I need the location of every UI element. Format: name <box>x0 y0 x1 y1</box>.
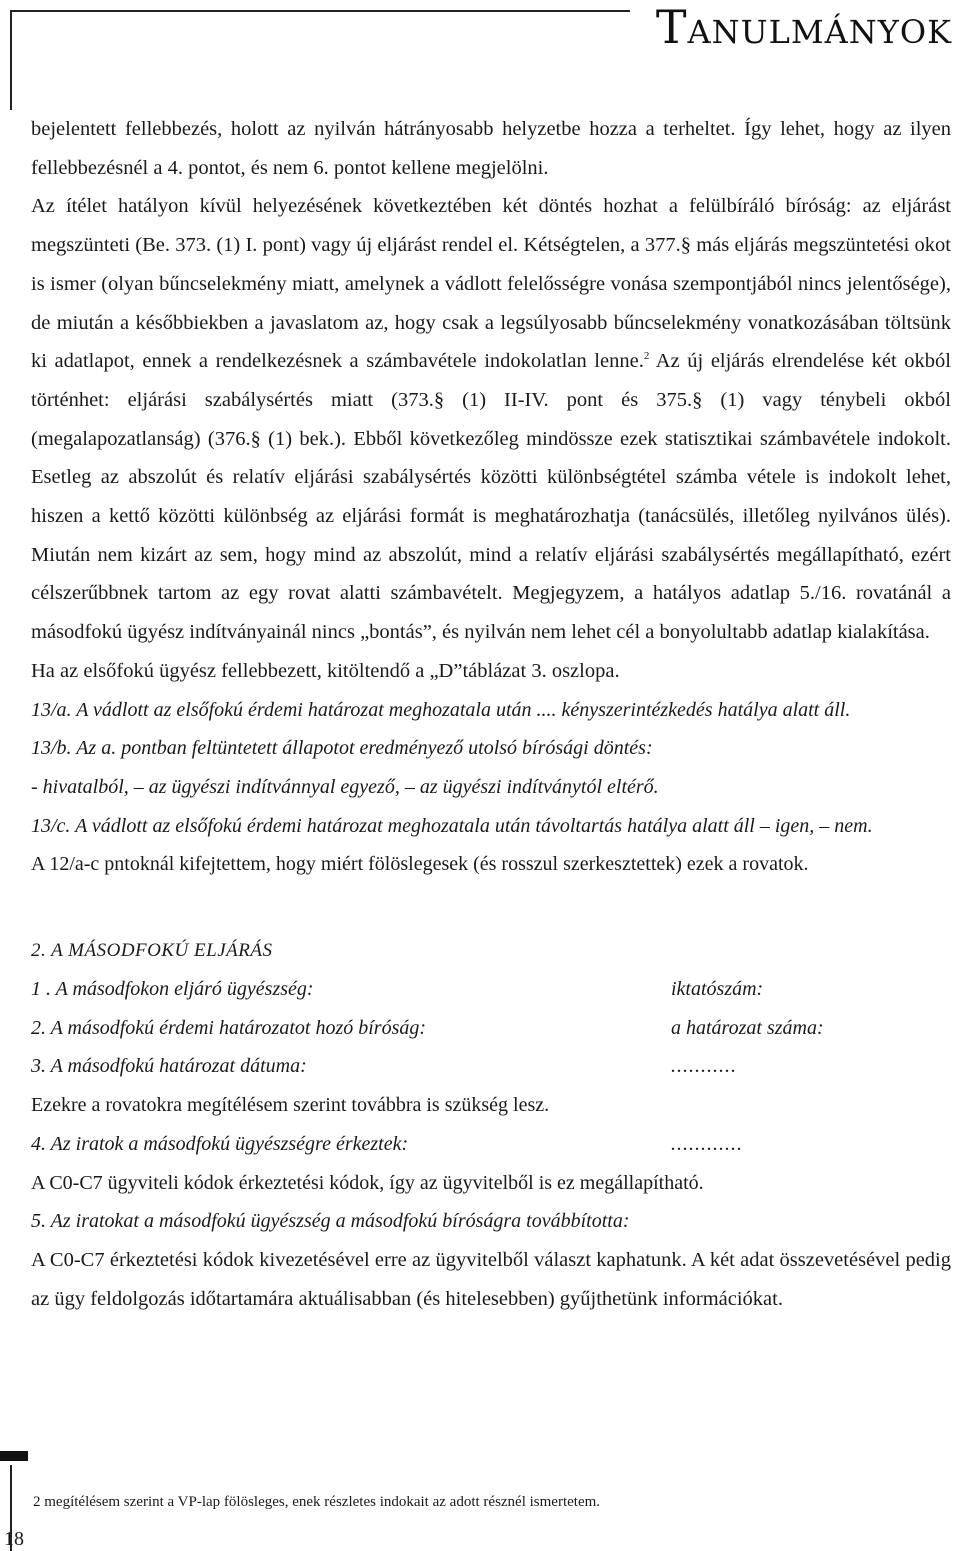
form-row-2 <box>31 1009 951 1048</box>
footnote: 2 megítélésem szerint a VP-lap fölösleges, enek részletes indokait az adott résznél ismertetem. <box>33 1494 601 1510</box>
form-row-3 <box>31 1047 951 1086</box>
paragraph-4: A 12/a-c pntoknál kifejtettem, hogy miért fölöslegesek (és rosszul szerkesztettek) ezek a rovatok. <box>31 853 809 876</box>
form-row-3-label: 3. A másodfokú határozat dátuma: <box>31 1055 307 1078</box>
form-row-5-label: 5. Az iratokat a másodfokú ügyészség a másodfokú bíróságra továbbította: <box>31 1210 630 1233</box>
paragraph-3: Ha az elsőfokú ügyész fellebbezett, kitöltendő a „D”táblázat 3. oszlopa. <box>31 659 620 682</box>
form-row-2-label: 2. A másodfokú érdemi határozatot hozó bíróság: <box>31 1016 427 1039</box>
form-row-4-value: ............ <box>671 1132 743 1155</box>
section-2-note-1: Ezekre a rovatokra megítélésem szerint továbbra is szükség lesz. <box>31 1094 550 1117</box>
item-13b: 13/b. Az a. pontban feltüntetett állapotot eredményező utolsó bírósági döntés: <box>31 737 653 760</box>
paragraph-2-part-b: Az új eljárás elrendelése két okból történhet: eljárási szabálysértés miatt (373.§ (1) II-IV. pont és 375.§ (1) vagy ténybeli okból (megalapozatlanság) (376.§ (1) bek.). Ebből következőleg mindössze ezek statisztikai számbavétele indokolt. Esetleg az abszolút és relatív eljárási szabálysértés közötti különbségtétel számba vétele is indokolt lehet, hiszen a kettő közötti különbség az eljárási formát is meghatározhatja (tanácsülés, illetőleg nyilvános ülés). Miután nem kizárt az sem, hogy mind az abszolút, mind a relatív eljárási szabálysértés megállapítható, ezért célszerűbbnek tartom az egy rovat alatti számbavételt. Megjegyzem, a hatályos adatlap 5./16. rovatánál a másodfokú ügyész indítványainál nincs „bontás”, és nyilván nem lehet cél a bonyolultabb adatlap kialakítása. <box>31 350 952 644</box>
item-13b-options: - hivatalból, – az ügyészi indítvánnyal egyező, – az ügyészi indítványtól eltérő. <box>31 775 659 798</box>
paragraph-2-part-a: Az ítélet hatályon kívül helyezésének következtében két döntés hozhat a felülbíráló bíróság: az eljárást megszünteti (Be. 373. (1) I. pont) vagy új eljárást rendel el. Kétségtelen, a 377.§ más eljárás megszüntetési okot is ismer (olyan bűncselekmény miatt, amelynek a vádlott felelősségre vonása szempontjából nincs jelentősége), de miután a későbbiekben a javaslatom az, hogy csak a legsúlyosabb bűncselekmény vonatkozásában töltsünk ki adatlapot, ennek a rendelkezésnek a számbavétele indokolatlan lenne. <box>31 195 951 373</box>
item-13a: 13/a. A vádlott az elsőfokú érdemi határozat meghozatala után .... kényszerintézkedés hatálya alatt áll. <box>31 698 851 721</box>
article-body <box>31 110 951 1318</box>
paragraph-2 <box>31 187 951 651</box>
form-row-1 <box>31 970 951 1009</box>
form-row-4 <box>31 1125 951 1164</box>
top-frame-rule <box>10 10 630 12</box>
form-row-1-label: 1 . A másodfokon eljáró ügyészség: <box>31 978 314 1001</box>
running-header-title: Tanulmányok <box>655 0 952 54</box>
form-row-4-label: 4. Az iratok a másodfokú ügyészségre érkeztek: <box>31 1132 409 1155</box>
section-2-note-2: A C0-C7 ügyviteli kódok érkeztetési kódok, így az ügyvitelből is ez megállapítható. <box>31 1171 704 1194</box>
form-row-3-value: ........... <box>671 1055 737 1078</box>
section-2-title: 2. A MÁSODFOKÚ ELJÁRÁS <box>31 940 273 962</box>
form-row-1-value: iktatószám: <box>671 978 764 1001</box>
section-2-note-3: A C0-C7 érkeztetési kódok kivezetésével erre az ügyvitelből választ kaphatunk. A két adat összevetésével pedig az ügy feldolgozás időtartamára aktuálisabban (és hitelesebben) gyűjthetünk információkat. <box>31 1248 951 1310</box>
page-number: 18 <box>4 1528 24 1550</box>
left-frame-rule <box>10 10 12 110</box>
footnote-ref[interactable]: 2 <box>643 350 650 363</box>
form-row-2-value: a határozat száma: <box>671 1016 824 1039</box>
paragraph-1: bejelentett fellebbezés, holott az nyilván hátrányosabb helyzetbe hozza a terheltet. Így lehet, hogy az ilyen fellebbezésnél a 4. pontot, és nem 6. pontot kellene megjelölni. <box>31 118 951 179</box>
footnote-separator-bar <box>0 1451 28 1461</box>
item-13c: 13/c. A vádlott az elsőfokú érdemi határozat meghozatala után távoltartás hatálya alatt áll – igen, – nem. <box>31 814 873 837</box>
